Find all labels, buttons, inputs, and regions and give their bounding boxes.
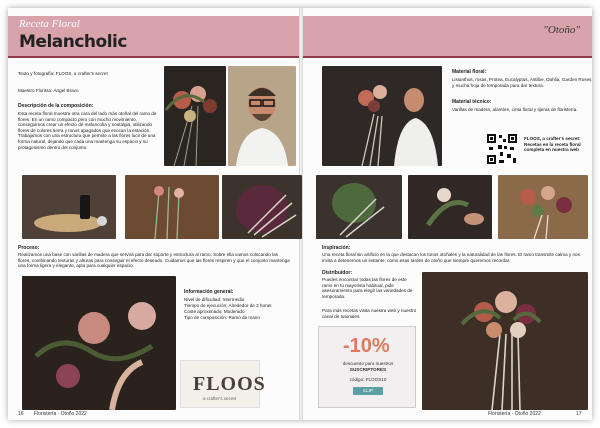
bouquet-photo	[164, 66, 226, 166]
distributor-heading: Distribuidor:	[322, 270, 352, 276]
roses-closeup-photo	[22, 276, 176, 410]
florist-text: Maestro Florista: Ángel Bravo	[18, 88, 79, 93]
floos-logo	[180, 360, 266, 408]
footer-left: Floristería · Otoño 2022	[34, 411, 87, 417]
promo-percentage: -10%	[343, 335, 390, 357]
article-title: Melancholic	[19, 32, 127, 52]
qr-code[interactable]	[485, 132, 519, 166]
step-photo-4	[316, 175, 402, 239]
promo-clip-button[interactable]: CLIP	[353, 387, 383, 395]
florist-portrait-photo	[228, 66, 296, 166]
distributor-text: Puedes encontrar todas las flores de este ramo en tu mayorista habitual, pide asesoramiento para elegir las variedades de temporada.	[322, 277, 413, 299]
header-rule-right	[303, 56, 592, 58]
inspiration-text: Una receta floral sin artificio en la que destacan los tonos otoñales y la naturalidad de las flores. El ramo transmite calma y nos invita a detenernos un instante, como esas tardes de otoño que siempre queremos recordar.	[322, 252, 580, 263]
page-number-left: 16	[18, 411, 24, 417]
step-photo-5	[408, 175, 492, 239]
more-recipes-text: Para más recetas visita nuestra web y nuestro canal de tutoriales.	[322, 308, 417, 319]
info-line-4: Tipo de composición: Ramo de mano	[184, 315, 260, 320]
final-bouquet-photo	[422, 272, 588, 410]
step-photo-1	[22, 175, 116, 239]
info-line-2: Tiempo de ejecución: Alrededor de 2 horas	[184, 303, 272, 308]
info-line-3: Coste aproximado: Moderado	[184, 309, 245, 314]
logo-tagline: a crafter's secret	[203, 396, 237, 401]
description-text: Esta receta floral muestra otra cara del lado más otoñal del ramo de flores. En un ramo compacto pero con mucho movimiento, conseguimos crear un efecto de melancolía y nostalgia, utilizando flores de colores tierra y tonos apagados que evocan la estación. Trabajamos con una estructura que permite a las flores lucir de una forma natural, dejando que cada una mantenga su espacio y su protagonismo dentro del conjunto.	[18, 111, 157, 150]
credits-text: Texto y fotografía: FLOOS, a crafter's secret	[18, 71, 108, 76]
logo-wordmark: FLOOS	[193, 373, 266, 395]
process-text: Realizamos una base con varillas de madera que servirá para dar soporte y estructura al ramo. Sobre ella vamos colocando las flores, combinando texturas y alturas para conseguir el efecto deseado. Cuidamos que las flores respiren y que el conjunto mantenga una forma ligera y elegante, apta para cualquier espacio.	[18, 252, 290, 269]
section-label: Receta Floral	[19, 18, 80, 30]
info-line-1: Nivel de dificultad: Intermedio	[184, 297, 245, 302]
tools-heading: Material técnico:	[452, 99, 492, 105]
discount-promo[interactable]	[318, 326, 416, 408]
promo-line-2: SUSCRIPTORES	[349, 367, 387, 372]
promo-line-1: descuento para nuestros	[342, 361, 394, 366]
step-photo-3	[222, 175, 302, 239]
promo-code: código: FLOOS10	[349, 377, 387, 382]
info-heading: Información general:	[184, 289, 234, 295]
step-photo-2	[125, 175, 219, 239]
tools-text: Varillas de madera, alambre, cinta floral y tijeras de floristería.	[452, 107, 578, 112]
florist-arranging-photo	[322, 66, 442, 166]
footer-right: Floristería · Otoño 2022	[488, 411, 541, 417]
materials-heading: Material floral:	[452, 69, 487, 75]
qr-caption: FLOOS, a crafter's secret: Recetas en la receta floral completa en nuestra web	[524, 136, 581, 153]
materials-text: Lisianthus, rosas, Protea, Eucalyptus, Astilbe, Dahlia, Garden Roses y mucha hoja de temporada para dar textura.	[452, 77, 592, 88]
season-label: "Otoño"	[543, 24, 580, 36]
magazine-spread	[8, 8, 592, 420]
process-heading: Proceso:	[18, 245, 40, 251]
page-number-right: 17	[576, 411, 582, 417]
inspiration-heading: Inspiración:	[322, 245, 351, 251]
step-photo-6	[498, 175, 588, 239]
header-band-right	[303, 16, 592, 56]
description-heading: Descripción de la composición:	[18, 103, 94, 109]
header-rule-left	[8, 56, 299, 58]
